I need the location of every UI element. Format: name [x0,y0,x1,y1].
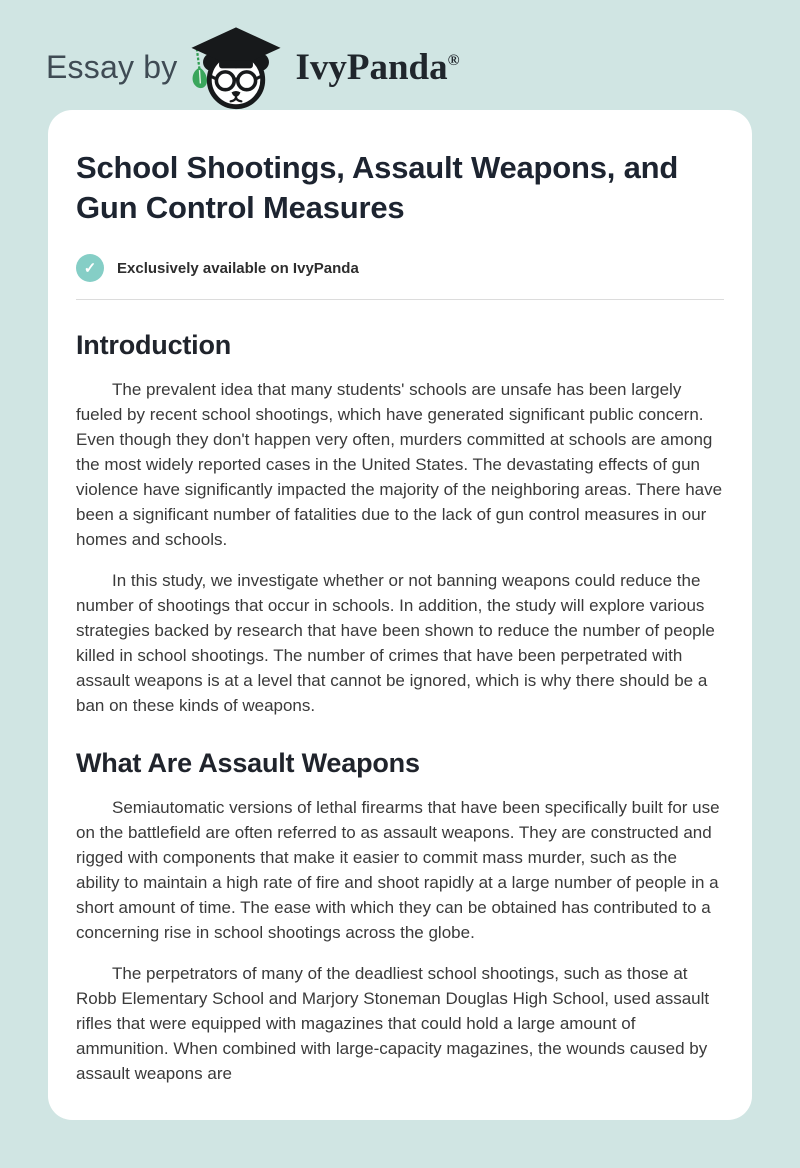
section-what-are-assault-weapons [76,748,724,1086]
essay-title: School Shootings, Assault Weapons, and Gun Control Measures [76,150,679,225]
section-introduction [76,330,724,718]
registered-mark: ® [447,51,460,69]
divider [76,299,724,300]
brand-name [295,46,459,89]
paragraph: The prevalent idea that many students' schools are unsafe has been largely fueled by recent school shootings, which have generated significant public concern. Even though they don't happen very often, murders committed at schools are among the most widely reported cases in the United States. The devastating effects of gun violence have significantly impacted the majority of the neighboring areas. There have been a significant number of fatalities due to the lack of gun control measures in our homes and schools. [76,380,723,549]
check-icon: ✓ [76,254,104,282]
availability-badge [76,254,724,282]
site-header [0,0,800,110]
panda-graduate-logo-icon [187,23,285,111]
paragraph: In this study, we investigate whether or not banning weapons could reduce the number of shootings that occur in schools. In addition, the study will explore various strategies backed by research that have been shown to reduce the number of people killed in school shootings. The number of crimes that have been perpetrated with assault weapons is at a level that cannot be ignored, which is why there should be a ban on these kinds of weapons. [76,571,715,715]
section-heading-assault-weapons: What Are Assault Weapons [76,748,420,778]
essay-by-label: Essay by [46,48,178,85]
brand-text: IvyPanda [295,46,448,88]
paragraph: The perpetrators of many of the deadliest school shootings, such as those at Robb Elementary School and Marjory Stoneman Douglas High School, used assault rifles that were equipped with magazines that could hold a large amount of ammunition. When combined with large-capacity magazines, the wounds caused by assault weapons are [76,964,710,1083]
section-heading-introduction: Introduction [76,330,232,360]
paragraph: Semiautomatic versions of lethal firearms that have been specifically built for use on the battlefield are often referred to as assault weapons. They are constructed and rigged with components that make it easier to commit mass murder, such as the ability to maintain a high rate of fire and shoot rapidly at a large number of people in a short amount of time. The ease with which they can be obtained has contributed to a concerning rise in school shootings across the globe. [76,798,720,942]
essay-card [48,110,752,1120]
availability-label: Exclusively available on IvyPanda [117,259,359,277]
